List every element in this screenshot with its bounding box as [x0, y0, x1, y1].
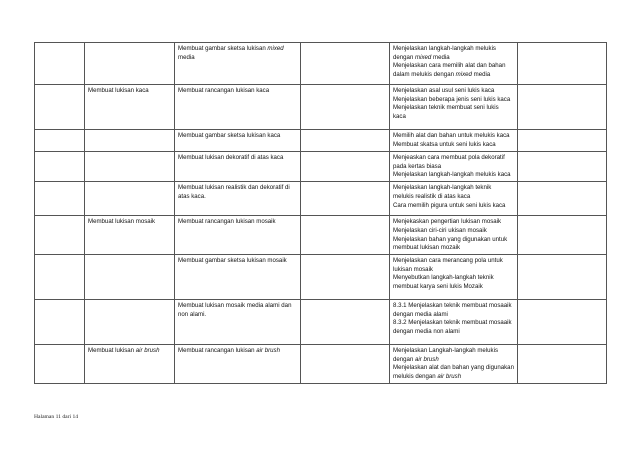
text-segment: mixed	[267, 45, 284, 52]
text-segment: Membuat lukisan dekoratif di atas kaca	[178, 154, 284, 161]
cell-group	[85, 130, 175, 152]
text-segment: Membuat rancangan lukisan mosaik	[178, 218, 276, 226]
cell-activity	[175, 254, 301, 299]
text-segment: non alami.	[178, 310, 207, 318]
text-line	[178, 257, 297, 266]
text-segment: Menjelaskan langkah-langkah melukis kaca	[393, 171, 511, 179]
text-segment: 8.3.2 Menjelaskan teknik membuat mosaaik	[393, 319, 512, 327]
cell-blank	[301, 299, 390, 344]
cell-group	[85, 85, 175, 130]
text-line	[393, 283, 514, 292]
cell-objective	[390, 152, 518, 182]
text-segment: air brush	[415, 355, 439, 363]
cell-notes	[518, 254, 607, 299]
text-line	[393, 302, 514, 311]
text-segment: Menjekaskan pengertian lukisan mosaik	[393, 218, 502, 226]
text-segment: media	[431, 53, 450, 61]
text-line	[393, 113, 514, 122]
cell-objective	[390, 344, 518, 383]
table-body	[35, 43, 607, 384]
curriculum-table	[34, 42, 607, 384]
text-line	[393, 104, 514, 113]
cell-blank	[301, 43, 390, 85]
cell-objective	[390, 254, 518, 299]
text-line	[393, 54, 514, 63]
cell-blank	[301, 254, 390, 299]
text-line	[393, 236, 514, 245]
cell-objective	[390, 182, 518, 216]
table-row	[35, 43, 607, 85]
text-segment: melukis realistik di atas kaca	[393, 192, 471, 200]
text-line	[393, 356, 514, 365]
cell-activity	[175, 85, 301, 130]
text-line	[178, 45, 297, 54]
text-segment: atas kaca.	[178, 192, 206, 200]
text-line	[178, 302, 297, 311]
cell-number	[35, 299, 85, 344]
text-line	[393, 163, 514, 172]
cell-group	[85, 216, 175, 255]
text-line	[88, 218, 171, 227]
cell-notes	[518, 130, 607, 152]
text-segment: Menjelaskan cara merancang pola untuk	[393, 256, 503, 264]
cell-blank	[301, 182, 390, 216]
text-segment: Menjeaskan cara membuat pola dekoratif	[393, 154, 505, 161]
text-line	[178, 193, 297, 202]
cell-activity	[175, 130, 301, 152]
cell-blank	[301, 130, 390, 152]
cell-blank	[301, 152, 390, 182]
text-segment: Menjelaskan beberapa jenis seni lukis kaca	[393, 95, 511, 103]
cell-number	[35, 182, 85, 216]
cell-notes	[518, 344, 607, 383]
text-line	[393, 257, 514, 266]
cell-notes	[518, 85, 607, 130]
text-segment: media	[178, 53, 195, 61]
cell-objective	[390, 216, 518, 255]
text-segment: Menjelaskan bahan yang digunakan untuk	[393, 235, 508, 243]
text-line	[393, 96, 514, 105]
text-line	[178, 154, 297, 163]
text-segment: membuat karya seni lukis Mozaik	[393, 283, 483, 291]
text-segment: mixed	[415, 53, 432, 61]
text-line	[393, 347, 514, 356]
text-line	[393, 218, 514, 227]
text-line	[393, 274, 514, 283]
text-line	[178, 132, 297, 141]
cell-objective	[390, 85, 518, 130]
table-row	[35, 130, 607, 152]
text-segment: Menjelaskan langkah-langkah melukis	[393, 45, 496, 52]
text-segment: pada kertas biasa	[393, 162, 442, 170]
cell-notes	[518, 182, 607, 216]
cell-blank	[301, 85, 390, 130]
text-segment: air brush	[135, 346, 160, 354]
cell-number	[35, 152, 85, 182]
cell-objective	[390, 299, 518, 344]
cell-activity	[175, 344, 301, 383]
cell-notes	[518, 152, 607, 182]
cell-number	[35, 43, 85, 85]
cell-notes	[518, 216, 607, 255]
text-line	[393, 266, 514, 275]
text-segment: Menjelaskan alat dan bahan yang digunakan	[393, 364, 514, 372]
text-line	[393, 202, 514, 211]
text-line	[178, 347, 297, 356]
page-footer: Halaman 11 dari 14	[34, 414, 79, 420]
text-line	[178, 311, 297, 320]
text-segment: dengan	[393, 355, 416, 363]
cell-number	[35, 254, 85, 299]
text-segment: Menyebutkan langkah-langkah teknik	[393, 274, 494, 282]
cell-notes	[518, 43, 607, 85]
text-line	[178, 218, 297, 227]
cell-activity	[175, 43, 301, 85]
text-segment: Menjelaskan langkah-langkah teknik	[393, 184, 492, 192]
cell-blank	[301, 344, 390, 383]
text-line	[393, 311, 514, 320]
text-segment: Membuat gambar sketsa lukisan mosaik	[178, 256, 287, 264]
cell-group	[85, 182, 175, 216]
cell-number	[35, 130, 85, 152]
text-line	[393, 87, 514, 96]
text-segment: membuat lukisan mozaik	[393, 244, 461, 252]
text-segment: Membuat rancangan lukisan	[178, 346, 257, 354]
text-line	[393, 45, 514, 54]
text-line	[393, 141, 514, 150]
cell-notes	[518, 299, 607, 344]
cell-number	[35, 85, 85, 130]
cell-blank	[301, 216, 390, 255]
text-line	[393, 227, 514, 236]
table-row	[35, 85, 607, 130]
cell-group	[85, 254, 175, 299]
text-segment: Membuat rancangan lukisan kaca	[178, 87, 270, 94]
cell-activity	[175, 152, 301, 182]
table-row	[35, 182, 607, 216]
table-row	[35, 299, 607, 344]
cell-group	[85, 299, 175, 344]
table-row	[35, 216, 607, 255]
text-line	[393, 193, 514, 202]
text-line	[88, 347, 171, 356]
text-segment: dengan media alami	[393, 310, 448, 318]
text-segment: Memilih alat dan bahan untuk melukis kaca	[393, 132, 510, 139]
text-segment: kaca	[393, 113, 406, 121]
cell-number	[35, 216, 85, 255]
text-segment: Menjelaskan Langkah-langkah melukis	[393, 346, 499, 354]
text-segment: Membuat lukisan kaca	[88, 87, 149, 94]
cell-objective	[390, 130, 518, 152]
table-row	[35, 152, 607, 182]
text-line	[393, 71, 514, 80]
text-segment: dalam melukis dengan	[393, 71, 456, 79]
cell-objective	[390, 43, 518, 85]
text-segment: Menjelaskan ciri-ciri ukisan mosaik	[393, 226, 487, 234]
text-line	[393, 244, 514, 253]
table-row	[35, 344, 607, 383]
text-segment: lukisan mosaik	[393, 265, 433, 273]
cell-number	[35, 344, 85, 383]
text-segment: air brush	[256, 346, 280, 354]
text-segment: Membuat gambar sketsa lukisan	[178, 45, 268, 52]
text-segment: Membuat lukisan mosaik	[88, 218, 156, 226]
text-line	[178, 87, 297, 96]
text-line	[393, 319, 514, 328]
text-line	[393, 132, 514, 141]
text-line	[393, 373, 514, 382]
text-segment: dengan	[393, 53, 416, 61]
cell-group	[85, 152, 175, 182]
text-line	[393, 328, 514, 337]
text-segment: melukis dengan	[393, 373, 438, 381]
text-line	[393, 154, 514, 163]
text-line	[393, 184, 514, 193]
text-segment: 8.3.1 Menjelaskan teknik membuat mosaaik	[393, 301, 512, 309]
text-segment: Membuat lukisan realistik dan dekoratif di	[178, 184, 290, 192]
text-segment: Menjelaskan asal usul seni lukis kaca	[393, 87, 495, 94]
text-segment: Membuat lukisan	[88, 346, 136, 354]
cell-activity	[175, 299, 301, 344]
text-segment: Menjelaskan cara memilih alat dan bahan	[393, 62, 506, 70]
text-segment: mixed	[455, 71, 472, 79]
text-line	[393, 62, 514, 71]
cell-group	[85, 43, 175, 85]
cell-activity	[175, 182, 301, 216]
text-segment: air brush	[437, 373, 462, 381]
text-segment: Cara memilih pigura untuk seni lukis kaca	[393, 201, 506, 209]
table-row	[35, 254, 607, 299]
cell-activity	[175, 216, 301, 255]
text-line	[393, 364, 514, 373]
text-segment: media	[471, 71, 491, 79]
text-segment: Menjelaskan teknik membuat seni lukis	[393, 104, 499, 112]
cell-group	[85, 344, 175, 383]
text-line	[393, 171, 514, 180]
text-line	[88, 87, 171, 96]
text-segment: Membuat skatsa untuk seni lukis kaca	[393, 140, 496, 148]
text-segment: dengan media non alami	[393, 328, 460, 336]
text-line	[178, 184, 297, 193]
text-segment: Membuat lukisan mosaik media alami dan	[178, 301, 292, 309]
text-segment: Membuat gambar sketsa lukisan kaca	[178, 132, 281, 139]
text-line	[178, 54, 297, 63]
